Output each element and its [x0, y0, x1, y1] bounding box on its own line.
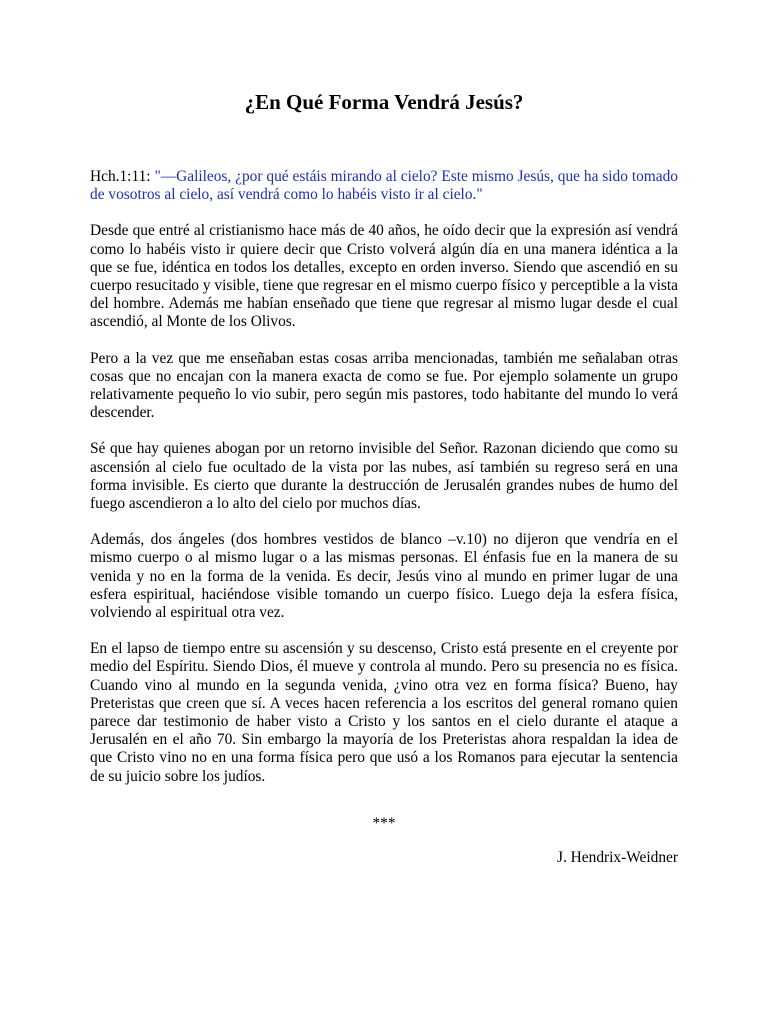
body-paragraph: En el lapso de tiempo entre su ascensión y su descenso, Cristo está presente en el creyente por medio del Espíritu. Siendo Dios, él mueve y controla al mundo. Pero su presencia no es física. Cuando vino al mundo en la segunda venida, ¿vino otra vez en forma física? Bueno, hay Preteristas que creen que sí. A veces hacen referencia a los escritos del general romano quien parece dar testimonio de haber visto a Cristo y los santos en el cielo durante el ataque a Jerusalén en el año 70. Sin embargo la mayoría de los Preteristas ahora respaldan la idea de que Cristo vino no en una forma física pero que usó a los Romanos para ejecutar la sentencia de su juicio sobre los judíos. [90, 640, 678, 785]
body-paragraph: Sé que hay quienes abogan por un retorno invisible del Señor. Razonan diciendo que como su ascensión al cielo fue ocultado de la vista por las nubes, así también su regreso será en una forma invisible. Es cierto que durante la destrucción de Jerusalén grandes nubes de humo del fuego ascendieron a lo alto del cielo por muchos días. [90, 440, 678, 513]
body-paragraph: Además, dos ángeles (dos hombres vestidos de blanco –v.10) no dijeron que vendría en el mismo cuerpo o al mismo lugar o a las mismas personas. El énfasis fue en la manera de su venida y no en la forma de la venida. Es decir, Jesús vino al mundo en primer lugar de una esfera espiritual, haciéndose visible tomando un cuerpo físico. Luego deja la esfera física, volviendo al espiritual otra vez. [90, 531, 678, 622]
scripture-reference [90, 168, 678, 204]
section-separator: *** [372, 814, 396, 832]
body-paragraph: Pero a la vez que me enseñaban estas cosas arriba mencionadas, también me señalaban otras cosas que no encajan con la manera exacta de como se fue. Por ejemplo solamente un grupo relativamente pequeño lo vio subir, pero según mis pastores, todo habitante del mundo lo verá descender. [90, 349, 678, 422]
document-page [90, 88, 678, 885]
body-paragraph: Desde que entré al cristianismo hace más de 40 años, he oído decir que la expresión así vendrá como lo habéis visto ir quiere decir que Cristo volverá algún día en una manera idéntica a la que se fue, idéntica en todos los detalles, excepto en orden inverso. Siendo que ascendió en su cuerpo resucitado y visible, tiene que regresar en el mismo cuerpo físico y perceptible a la vista del hombre. Además me habían enseñado que tiene que regresar al mismo lugar desde el cual ascendió, al Monte de los Olivos. [90, 222, 678, 331]
reference-label: Hch.1:11: [90, 168, 155, 185]
scripture-quote: "—Galileos, ¿por qué estáis mirando al cielo? Este mismo Jesús, que ha sido tomado de vosotros al cielo, así vendrá como lo habéis visto ir al cielo." [90, 168, 679, 204]
document-title: ¿En Qué Forma Vendrá Jesús? [244, 90, 524, 114]
author-signature: J. Hendrix-Weidner [557, 849, 678, 867]
